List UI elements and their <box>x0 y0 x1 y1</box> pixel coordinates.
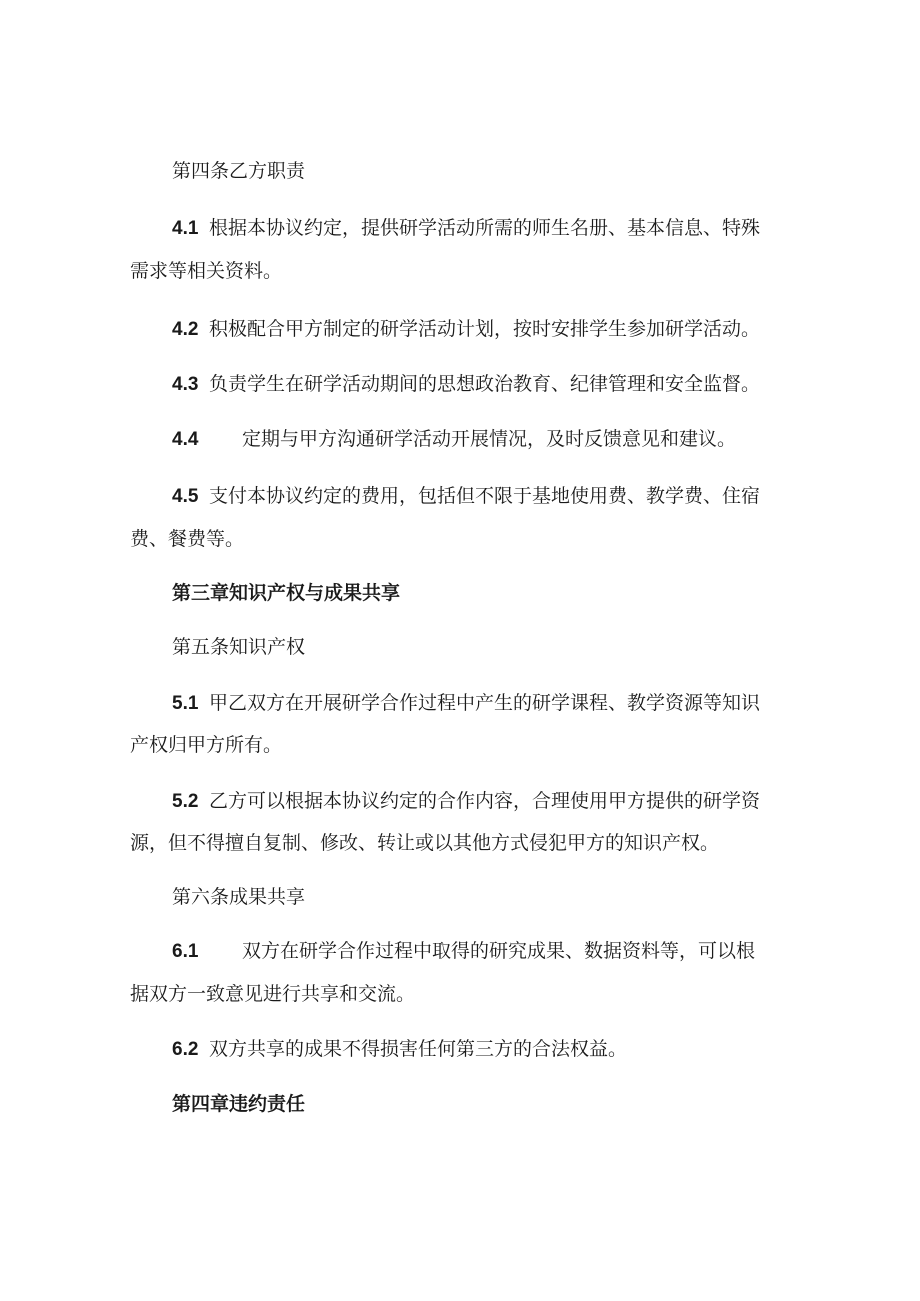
clause-number: 4.1 <box>172 218 199 239</box>
clause-number: 4.2 <box>172 319 199 340</box>
clause-4-2 <box>172 316 760 343</box>
clause-4-5-continued: 费、餐费等。 <box>130 528 245 550</box>
clause-number: 6.2 <box>172 1039 199 1060</box>
chapter-3-title: 第三章知识产权与成果共享 <box>172 582 401 604</box>
clause-text: 双方在研学合作过程中取得的研究成果、数据资料等，可以根 <box>242 940 756 962</box>
clause-text: 定期与甲方沟通研学活动开展情况，及时反馈意见和建议。 <box>242 428 737 450</box>
clause-4-1 <box>172 215 760 242</box>
article-5-title: 第五条知识产权 <box>172 636 306 658</box>
clause-number: 4.4 <box>172 429 199 450</box>
clause-text: 积极配合甲方制定的研学活动计划，按时安排学生参加研学活动。 <box>209 318 761 340</box>
clause-text: 双方共享的成果不得损害任何第三方的合法权益。 <box>209 1038 628 1060</box>
clause-4-1-continued: 需求等相关资料。 <box>130 260 283 282</box>
article-4-title: 第四条乙方职责 <box>172 160 306 182</box>
clause-4-3 <box>172 371 760 398</box>
clause-number: 5.2 <box>172 791 199 812</box>
clause-5-1 <box>172 690 760 717</box>
clause-4-5 <box>172 483 760 510</box>
clause-text: 甲乙双方在开展研学合作过程中产生的研学课程、教学资源等知识 <box>209 692 761 714</box>
clause-text: 乙方可以根据本协议约定的合作内容，合理使用甲方提供的研学资 <box>209 790 761 812</box>
clause-5-2 <box>172 788 760 815</box>
clause-5-1-continued: 产权归甲方所有。 <box>130 734 283 756</box>
clause-6-1-continued: 据双方一致意见进行共享和交流。 <box>130 983 416 1005</box>
clause-text: 负责学生在研学活动期间的思想政治教育、纪律管理和安全监督。 <box>209 373 761 395</box>
clause-number: 6.1 <box>172 941 199 962</box>
article-6-title: 第六条成果共享 <box>172 886 306 908</box>
clause-number: 4.5 <box>172 486 199 507</box>
clause-text: 根据本协议约定，提供研学活动所需的师生名册、基本信息、特殊 <box>209 217 761 239</box>
clause-5-2-continued: 源，但不得擅自复制、修改、转让或以其他方式侵犯甲方的知识产权。 <box>130 832 720 854</box>
clause-6-2 <box>172 1036 627 1063</box>
clause-number: 4.3 <box>172 374 199 395</box>
clause-text: 支付本协议约定的费用，包括但不限于基地使用费、教学费、住宿 <box>209 485 761 507</box>
clause-4-4 <box>172 426 736 453</box>
clause-6-1 <box>172 938 755 965</box>
clause-number: 5.1 <box>172 693 199 714</box>
chapter-4-title: 第四章违约责任 <box>172 1093 306 1115</box>
